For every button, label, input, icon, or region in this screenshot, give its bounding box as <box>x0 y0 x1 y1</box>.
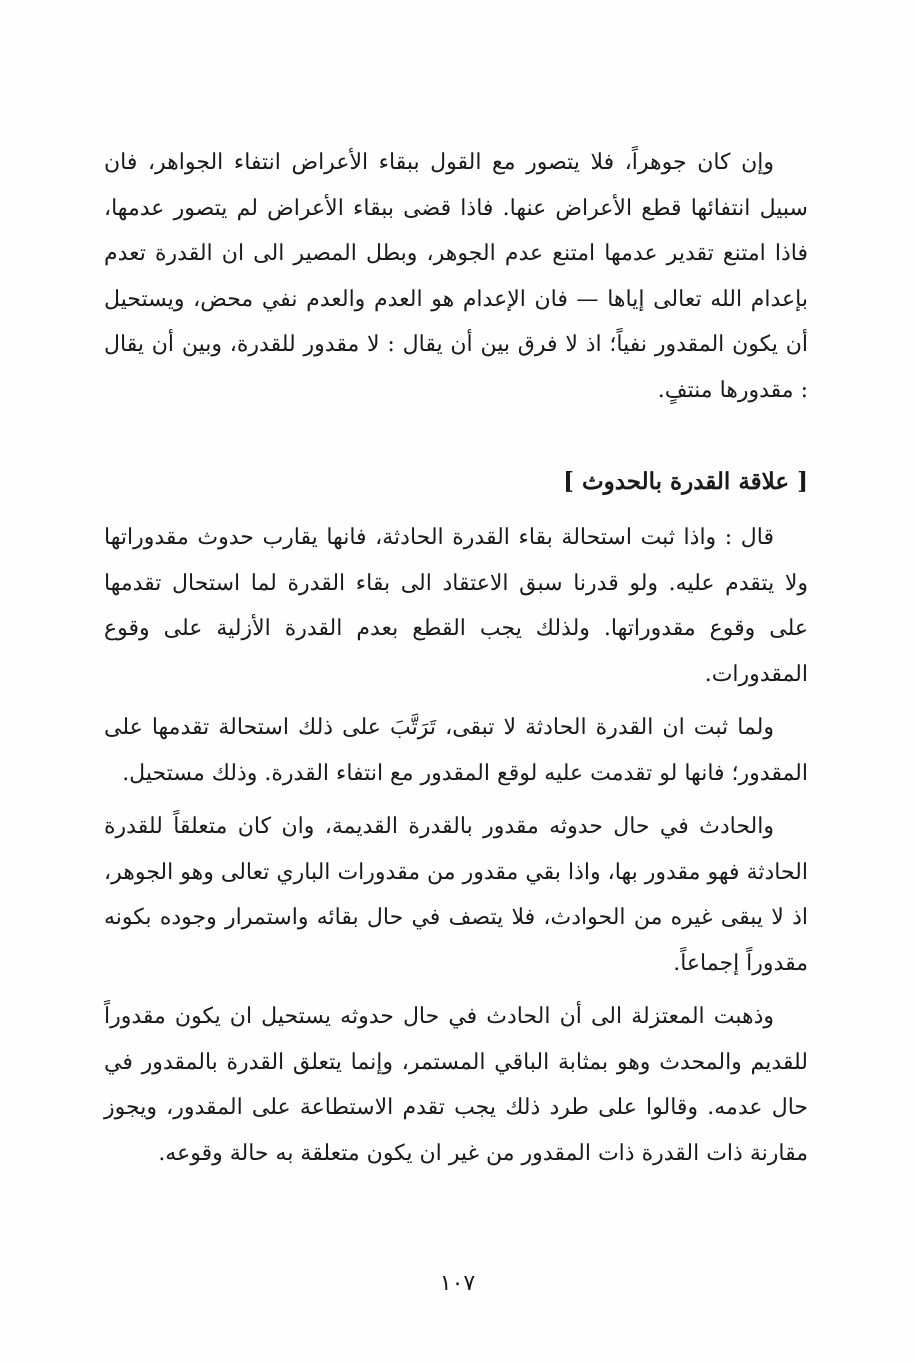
paragraph-2: ولما ثبت ان القدرة الحادثة لا تبقى، تَرَتَّبَ على ذلك استحالة تقدمها على المقدور؛ فانها لو تقدمت عليه لوقع المقدور مع انتفاء القدرة. وذلك مستحيل. <box>104 715 808 786</box>
paragraph-4: وذهبت المعتزلة الى أن الحادث في حال حدوثه يستحيل ان يكون مقدوراً للقديم والمحدث وهو بمثابة الباقي المستمر، وإنما يتعلق القدرة بالمقدور في حال عدمه. وقالوا على طرد ذلك يجب تقدم الاستطاعة على المقدور، ويجوز مقارنة ذات القدرة ذات المقدور من غير ان يكون متعلقة به حالة وقوعه. <box>104 1004 808 1166</box>
paragraph-3: والحادث في حال حدوثه مقدور بالقدرة القديمة، وان كان متعلقاً للقدرة الحادثة فهو مقدور بها، واذا بقي مقدور من مقدورات الباري تعالى وهو الجوهر، اذ لا يبقى غيره من الحوادث، فلا يتصف في حال بقائه واستمرار وجوده بكونه مقدوراً إجماعاً. <box>104 814 808 976</box>
page-number: ١٠٧ <box>439 1271 476 1296</box>
intro-paragraph: وإن كان جوهراً، فلا يتصور مع القول ببقاء الأعراض انتفاء الجواهر، فان سبيل انتفائها قطع الأعراض عنها. فاذا قضى ببقاء الأعراض لم يتصور عدمها، فاذا امتنع تقدير عدمها امتنع عدم الجوهر، وبطل المصير الى ان القدرة تعدم بإعدام الله تعالى إياها — فان الإعدام هو العدم والعدم نفي محض، ويستحيل أن يكون المقدور نفياً؛ اذ لا فرق بين أن يقال : لا مقدور للقدرة، وبين أن يقال : مقدورها منتفٍ. <box>104 150 808 403</box>
section-heading: [ علاقة القدرة بالحدوث ] <box>563 468 808 495</box>
intro-text-block <box>104 140 808 413</box>
paragraph-1: قال : واذا ثبت استحالة بقاء القدرة الحادثة، فانها يقارب حدوث مقدوراتها ولا يتقدم عليه. ولو قدرنا سبق الاعتقاد الى بقاء القدرة لما استحال تقدمها على وقوع مقدوراتها. ولذلك يجب القطع بعدم القدرة الأزلية على وقوع المقدورات. <box>104 525 808 687</box>
body-text-block <box>104 515 808 1176</box>
